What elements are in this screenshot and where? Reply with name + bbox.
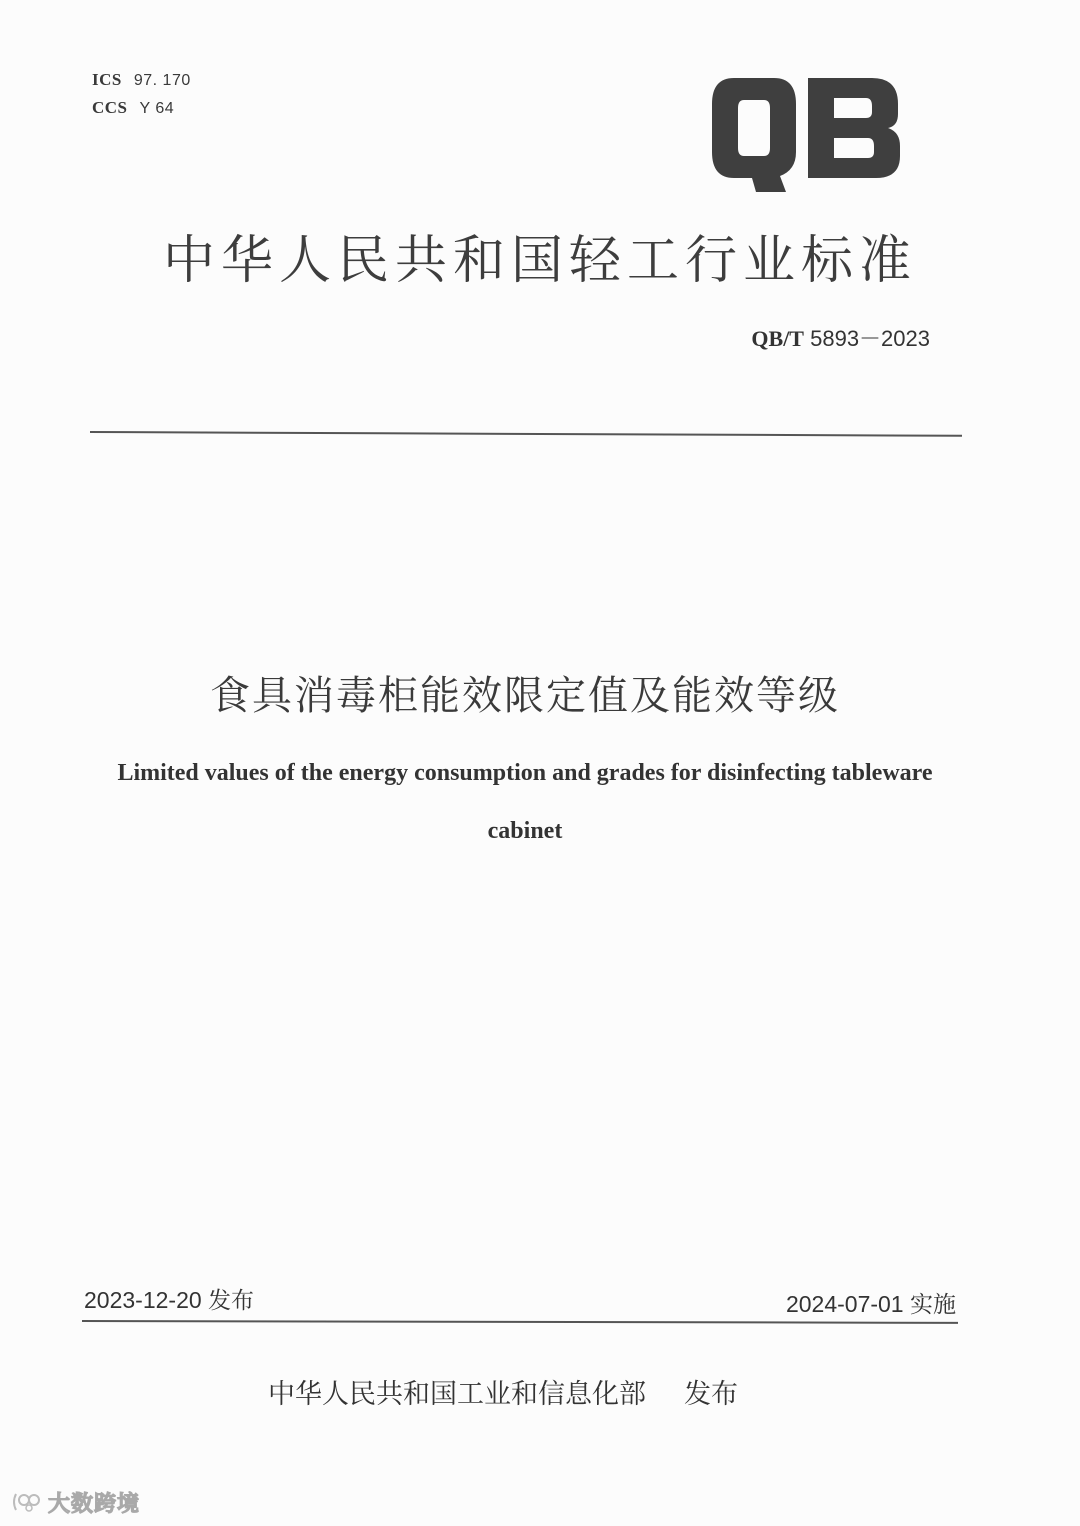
qb-logo-icon (704, 56, 904, 196)
issuer-line (268, 1372, 738, 1411)
issuer-action: 发布 (684, 1379, 738, 1410)
standard-category-title: 中华人民共和国轻工行业标准 (162, 231, 917, 291)
bottom-divider (82, 1320, 958, 1324)
top-divider (90, 431, 962, 437)
watermark-logo-icon (10, 1490, 44, 1514)
implement-date: 2024-07-01 实施 (785, 1291, 956, 1317)
standard-code-prefix: QB/T (751, 326, 804, 351)
ics-line (92, 70, 191, 90)
document-title-zh: 食具消毒柜能效限定值及能效等级 (210, 673, 840, 719)
ccs-label: CCS (92, 98, 128, 117)
standard-code-number: 5893－2023 (810, 326, 930, 351)
ics-value: 97. 170 (133, 72, 191, 89)
document-title-en-line1: Limited values of the energy consumption and grades for disinfecting tableware (117, 760, 933, 786)
issuer-name: 中华人民共和国工业和信息化部 (268, 1379, 646, 1410)
ccs-value: Y 64 (139, 100, 175, 117)
document-title-en-line2: cabinet (487, 818, 563, 844)
watermark (10, 1488, 140, 1516)
qb-logo (704, 56, 904, 196)
ccs-line (92, 98, 174, 118)
publish-date: 2023-12-20 发布 (84, 1287, 255, 1313)
watermark-text: 大数跨境 (48, 1491, 141, 1517)
ics-label: ICS (92, 70, 122, 89)
standard-code (751, 322, 930, 353)
